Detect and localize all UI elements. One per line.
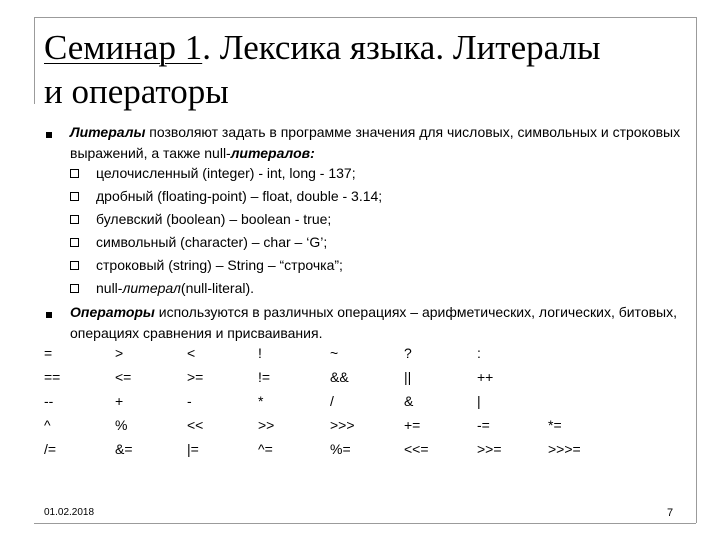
checkbox-square-icon bbox=[70, 215, 79, 224]
operator-cell: |= bbox=[187, 441, 199, 457]
operator-cell: >>>= bbox=[548, 441, 581, 457]
operator-cell: & bbox=[404, 393, 414, 409]
operator-cell: = bbox=[44, 345, 53, 361]
checkbox-square-icon bbox=[70, 169, 79, 178]
checkbox-square-icon bbox=[70, 192, 79, 201]
operator-cell: %= bbox=[330, 441, 351, 457]
operator-cell: >>= bbox=[477, 441, 502, 457]
operator-cell: ? bbox=[404, 345, 412, 361]
bullet-square-icon bbox=[46, 132, 52, 138]
slide-border-right bbox=[696, 17, 697, 523]
operator-cell: &= bbox=[115, 441, 133, 457]
literal-item: null- литерал (null-literal). bbox=[70, 278, 254, 298]
slide-title bbox=[44, 26, 684, 114]
operator-cell: *= bbox=[548, 417, 562, 433]
operator-cell: - bbox=[187, 393, 192, 409]
operator-cell: % bbox=[115, 417, 128, 433]
checkbox-square-icon bbox=[70, 284, 79, 293]
operator-cell: <<= bbox=[404, 441, 429, 457]
operator-cell: | bbox=[477, 393, 481, 409]
operators-term: Операторы bbox=[70, 304, 155, 320]
operator-cell: /= bbox=[44, 441, 57, 457]
operator-cell: ^= bbox=[258, 441, 273, 457]
literal-item: целочисленный (integer) - int, long - 137; bbox=[70, 163, 356, 183]
operator-cell: * bbox=[258, 393, 264, 409]
title-line2: и операторы bbox=[44, 72, 229, 111]
operators-text: используются в различных операциях – арифметических, логических, битовых, операциях сравнения и присваивания. bbox=[70, 304, 677, 341]
literal-item: дробный (floating-point) – float, double - 3.14; bbox=[70, 186, 382, 206]
operator-cell: ^ bbox=[44, 417, 51, 433]
operator-cell: > bbox=[115, 345, 124, 361]
operator-cell: / bbox=[330, 393, 334, 409]
operator-cell: || bbox=[404, 369, 412, 385]
footer-page-number: 7 bbox=[667, 507, 674, 519]
literals-text: позволяют задать в программе значения для числовых, символьных и строковых выражений, а также null- bbox=[70, 124, 681, 161]
operator-cell: += bbox=[404, 417, 421, 433]
operator-cell: >> bbox=[258, 417, 275, 433]
slide-border-bottom bbox=[34, 523, 696, 524]
slide-border-left bbox=[34, 17, 35, 104]
literal-item: символьный (character) – char – ‘G’; bbox=[70, 232, 327, 252]
literals-term2: литералов: bbox=[230, 145, 315, 161]
literal-item: строковый (string) – String – “строчка”; bbox=[70, 255, 343, 275]
checkbox-square-icon bbox=[70, 238, 79, 247]
slide-border-top bbox=[34, 17, 696, 18]
operator-cell: <= bbox=[115, 369, 132, 385]
operator-cell: << bbox=[187, 417, 204, 433]
operator-cell: != bbox=[258, 369, 271, 385]
operator-cell: ! bbox=[258, 345, 262, 361]
bullet-operators bbox=[70, 302, 690, 344]
footer-date: 01.02.2018 bbox=[44, 507, 95, 518]
bullet-literals bbox=[70, 122, 690, 164]
checkbox-square-icon bbox=[70, 261, 79, 270]
operator-cell: && bbox=[330, 369, 349, 385]
bullet-square-icon bbox=[46, 312, 52, 318]
literals-term: Литералы bbox=[70, 124, 146, 140]
literal-item: булевский (boolean) – boolean - true; bbox=[70, 209, 331, 229]
operator-cell: < bbox=[187, 345, 196, 361]
operator-cell: >= bbox=[187, 369, 204, 385]
operator-cell: -- bbox=[44, 393, 54, 409]
operator-cell: ++ bbox=[477, 369, 494, 385]
operator-cell: ~ bbox=[330, 345, 339, 361]
operator-cell: -= bbox=[477, 417, 490, 433]
operator-cell: : bbox=[477, 345, 481, 361]
operator-cell: + bbox=[115, 393, 124, 409]
operator-cell: >>> bbox=[330, 417, 355, 433]
title-rest: . Лексика языка. Литералы bbox=[202, 28, 601, 67]
operator-cell: == bbox=[44, 369, 61, 385]
title-seminar: Семинар 1 bbox=[44, 28, 203, 67]
